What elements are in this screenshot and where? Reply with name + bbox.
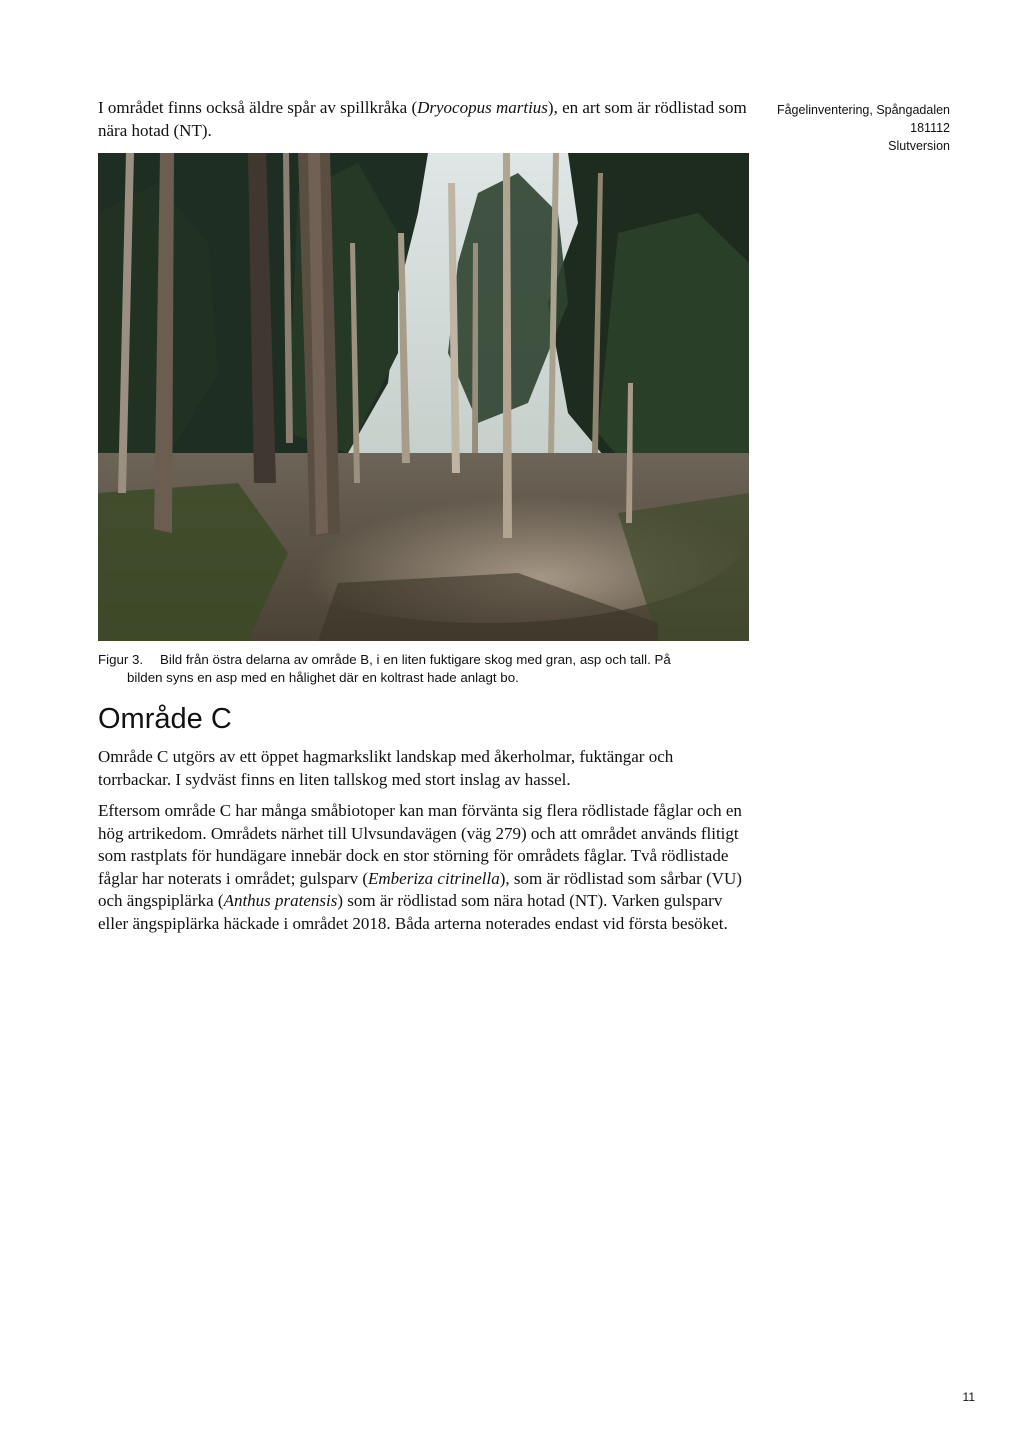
intro-text-end: ), en art som är rödlistad som nära hotad (NT). (98, 98, 747, 140)
section-paragraph-2 (98, 800, 748, 935)
figure-caption (98, 651, 748, 687)
figure-label: Figur 3. (98, 652, 144, 667)
species-name: Dryocopus martius (417, 98, 548, 117)
header-title: Fågelinventering, Spångadalen (776, 103, 950, 117)
species-name-2: Anthus pratensis (223, 891, 338, 910)
header-date: 181112 (910, 121, 950, 135)
section-paragraph-1: Område C utgörs av ett öppet hagmarkslikt landskap med åkerholmar, fuktängar och torrbackar. I sydväst finns en liten tallskog med stort inslag av hassel. (98, 747, 674, 789)
header-version: Slutversion (888, 139, 950, 153)
caption-line-2: bilden syns en asp med en hålighet där en koltrast hade anlagt bo. (127, 670, 519, 685)
species-name-1: Emberiza citrinella (368, 868, 500, 888)
intro-text-start: I området finns också äldre spår av spillkråka ( (98, 98, 418, 117)
para2-text-a: Eftersom område C har många småbiotoper kan man förvänta sig flera rödlistade fåglar och en hög artrikedom. Områdets närhet till Ulvsundavägen (väg 279) och att området används flitigt som rastplats för hundägare innebär dock en stor störning för områdets fåglar. Två rödlistade fåglar har noterats i området; gulsparv ( (98, 801, 742, 888)
forest-photo (98, 153, 749, 641)
para2-text-c: ) som är rödlistad som nära hotad (NT). Varken gulsparv eller ängspiplärka häckade i området 2018. Båda arterna noterades endast vid första besöket. (98, 891, 728, 933)
intro-paragraph (98, 97, 748, 142)
para2-text-b: ), som är rödlistad som sårbar (VU) och ängspiplärka ( (98, 868, 742, 910)
page-number: 11 (962, 1390, 975, 1404)
caption-line-1: Bild från östra delarna av område B, i en liten fuktigare skog med gran, asp och tall. På (160, 652, 671, 667)
section-heading: Område C (98, 703, 232, 735)
